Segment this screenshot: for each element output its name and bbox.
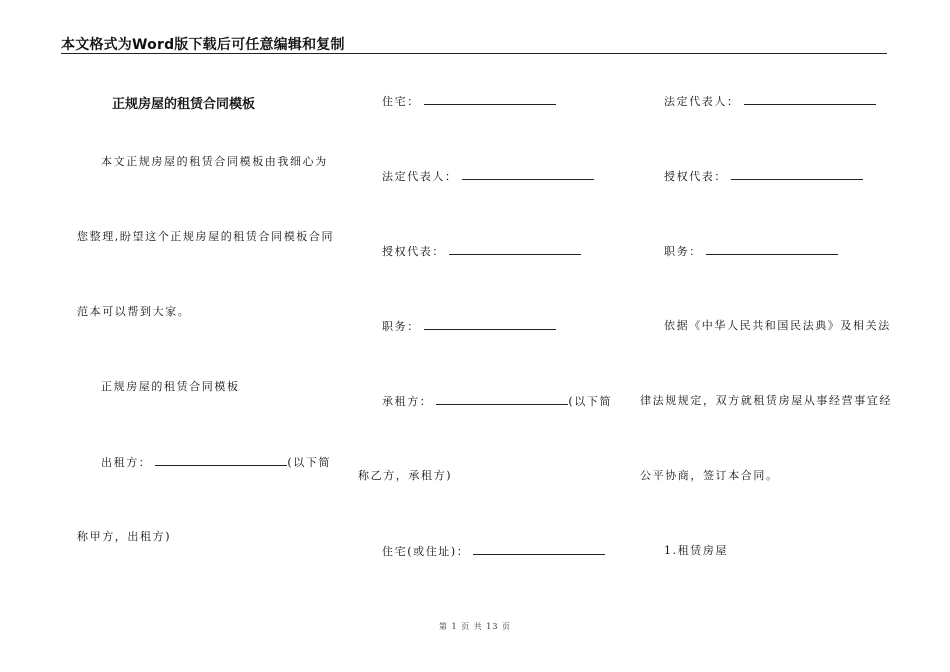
- lessor-continuation: 称甲方，出租方): [77, 530, 172, 543]
- legal-rep-blank-2: [744, 94, 876, 105]
- legal-rep-label: 法定代表人：: [382, 170, 458, 183]
- lessor-legal-rep-field: [382, 169, 594, 184]
- header-divider: [61, 53, 887, 54]
- legal-rep-label-2: 法定代表人：: [664, 95, 740, 108]
- lessee-legal-rep-field: [664, 94, 876, 109]
- position-label: 职务：: [382, 320, 420, 333]
- position-blank: [424, 319, 556, 330]
- auth-rep-label-2: 授权代表：: [664, 170, 727, 183]
- lessor-label: 出租方：: [101, 456, 152, 469]
- basis-line-2: 律法规规定，双方就租赁房屋从事经营事宜经: [640, 394, 892, 407]
- intro-line-3: 范本可以帮到大家。: [77, 305, 191, 318]
- lessor-suffix: (以下简: [287, 456, 332, 469]
- auth-rep-blank: [449, 244, 581, 255]
- address-blank: [473, 544, 605, 555]
- legal-rep-blank: [462, 169, 594, 180]
- document-header-title: 本文格式为Word版下载后可任意编辑和复制: [61, 37, 345, 53]
- basis-line-3: 公平协商，签订本合同。: [640, 469, 779, 482]
- lessor-auth-rep-field: [382, 244, 581, 259]
- lessor-position-field: [382, 319, 556, 334]
- intro-line-2: 您整理,盼望这个正规房屋的租赁合同模板合同: [77, 230, 335, 243]
- page-number: 第 1 页 共 13 页: [439, 622, 511, 631]
- lessor-blank: [155, 455, 287, 466]
- lessee-suffix: (以下简: [568, 395, 613, 408]
- lessee-field: [382, 394, 612, 409]
- lessee-continuation: 称乙方，承租方): [358, 469, 453, 482]
- lessee-position-field: [664, 244, 838, 259]
- contract-title: 正规房屋的租赁合同模板: [112, 97, 256, 112]
- position-label-2: 职务：: [664, 245, 702, 258]
- residence-label: 住宅：: [382, 95, 420, 108]
- residence-blank: [424, 94, 556, 105]
- intro-line-1: 本文正规房屋的租赁合同模板由我细心为: [101, 155, 328, 168]
- section-1-heading: 1.租赁房屋: [664, 544, 729, 557]
- lessee-address-field: [382, 544, 605, 559]
- position-blank-2: [706, 244, 838, 255]
- lessor-field: [101, 455, 331, 470]
- basis-line-1: 依据《中华人民共和国民法典》及相关法: [664, 319, 891, 332]
- address-label: 住宅(或住址)：: [382, 545, 470, 558]
- lessee-label: 承租方：: [382, 395, 433, 408]
- lessor-residence-field: [382, 94, 556, 109]
- auth-rep-blank-2: [731, 169, 863, 180]
- contract-subtitle: 正规房屋的租赁合同模板: [101, 380, 240, 393]
- lessee-blank: [436, 394, 568, 405]
- lessee-auth-rep-field: [664, 169, 863, 184]
- auth-rep-label: 授权代表：: [382, 245, 445, 258]
